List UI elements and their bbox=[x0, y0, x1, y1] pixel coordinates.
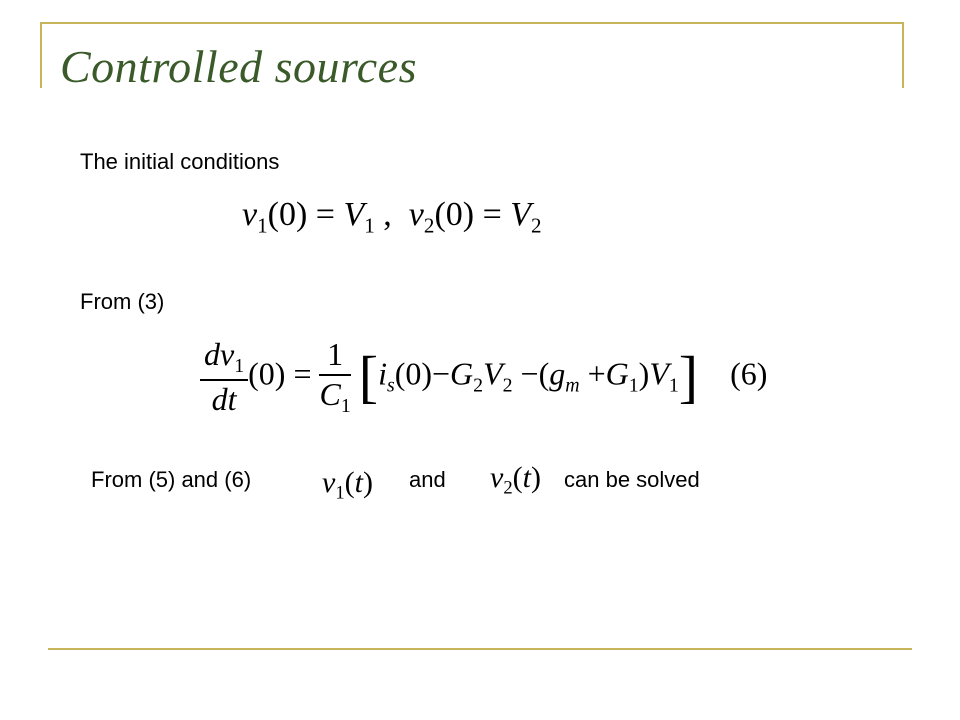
initial-conditions-equation: $v_1(0) = V_1$ , $v_2(0) = V_2$ bbox=[242, 196, 542, 238]
v1t-expression: $v_1(t)$ bbox=[322, 466, 373, 504]
one-over-c1-fraction: $\frac{1}{C_1}$ bbox=[319, 336, 351, 417]
top-rule bbox=[40, 22, 904, 24]
slide-title: Controlled sources bbox=[60, 41, 417, 92]
dv1-dt-fraction: $\frac{dv_1}{dt}$ bbox=[200, 338, 248, 416]
from-3-label: From (3) bbox=[80, 289, 165, 314]
initial-conditions-label: The initial conditions bbox=[80, 149, 280, 174]
v2t-expression: $v_2(t)$ bbox=[490, 461, 541, 499]
bottom-rule bbox=[48, 648, 912, 650]
right-rule bbox=[902, 22, 904, 88]
left-rule bbox=[40, 22, 42, 88]
can-be-solved-label: can be solved bbox=[564, 467, 700, 492]
from-5-6-label: From (5) and (6) bbox=[91, 467, 252, 492]
and-label: and bbox=[409, 467, 446, 492]
derivative-equation: $\frac{dv_1}{dt}$ (0) = $\frac{1}{C_1}$ $[i_s(0)-G_2V_2 -(g_m +G_1)V_1]$ (6) bbox=[200, 338, 767, 416]
